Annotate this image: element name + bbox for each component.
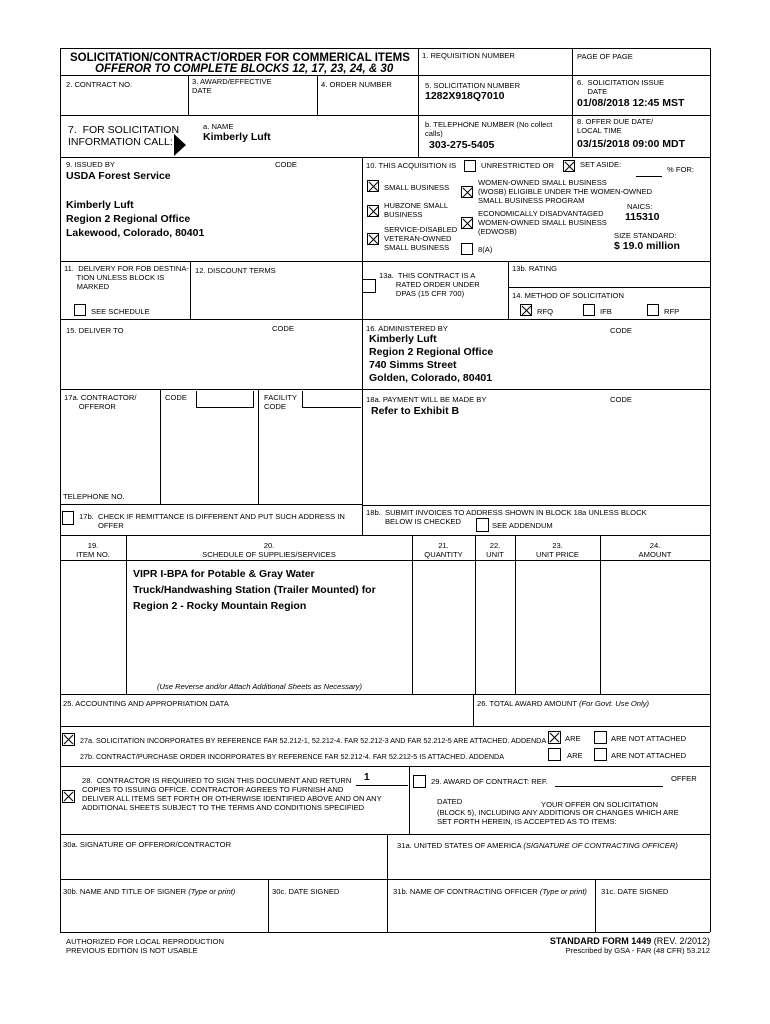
- administered-by-label: 16. ADMINISTERED BY: [366, 324, 448, 333]
- col-item-no: 19. ITEM NO.: [76, 541, 110, 559]
- wosb-checkbox[interactable]: [461, 186, 473, 198]
- eight-a-label: 8(A): [478, 245, 493, 254]
- facility-code-label: FACILITY CODE: [264, 393, 297, 411]
- offer-due-value[interactable]: 03/15/2018 09:00 MDT: [577, 138, 685, 150]
- discount-terms-label: 12. DISCOUNT TERMS: [195, 266, 276, 275]
- issued-by-label: 9. ISSUED BY: [66, 160, 115, 169]
- block5-label: (BLOCK 5), INCLUDING ANY ADDITIONS OR CHANGES WHICH ARE SET FORTH HEREIN, IS ACCEPTED AS TO ITEMS:: [437, 808, 679, 826]
- signature-offeror-label: 30a. SIGNATURE OF OFFEROR/CONTRACTOR: [63, 840, 232, 849]
- delivery-fob-label: 11. DELIVERY FOR FOB DESTINA- TION UNLESS BLOCK IS MARKED: [64, 264, 189, 291]
- deliver-to-label: 15. DELIVER TO: [66, 326, 124, 335]
- are-27b-label: ARE: [567, 751, 583, 760]
- issued-line-3[interactable]: Lakewood, Colorado, 80401: [66, 227, 205, 239]
- payment-label: 18a. PAYMENT WILL BE MADE BY: [366, 395, 487, 404]
- unrestricted-label: UNRESTRICTED OR: [481, 161, 554, 170]
- copies-value[interactable]: 1: [364, 772, 370, 783]
- are-27b-checkbox[interactable]: [548, 748, 561, 761]
- see-addendum-checkbox[interactable]: [476, 518, 489, 532]
- edwosb-label: ECONOMICALLY DISADVANTAGED WOMEN-OWNED SMALL BUSINESS (EDWOSB): [478, 209, 607, 236]
- contractor-sign-text: 28. CONTRACTOR IS REQUIRED TO SIGN THIS DOCUMENT AND RETURN COPIES TO ISSUING OFFICE. CONTRACTOR AGREES TO FURNISH AND DELIVER ALL ITEMS SET FORTH OR OTHERWISE IDENTIFIED ABOVE AND ON ANY ADDITIONAL SHEETS SUBJECT TO THE TERMS AND CONDITIONS SPECIFIED: [82, 776, 382, 812]
- offer-label: OFFER: [671, 774, 697, 783]
- unrestricted-checkbox[interactable]: [464, 160, 476, 172]
- col-schedule: 20. SCHEDULE OF SUPPLIES/SERVICES: [202, 541, 336, 559]
- hubzone-checkbox[interactable]: [367, 205, 379, 217]
- facility-code-box[interactable]: [302, 391, 361, 408]
- your-offer-label: YOUR OFFER ON SOLICITATION: [541, 800, 659, 809]
- hubzone-label: HUBZONE SMALL BUSINESS: [384, 201, 449, 219]
- method-label: 14. METHOD OF SOLICITATION: [512, 291, 624, 300]
- addenda-27a-checkbox[interactable]: [62, 733, 75, 746]
- submit-invoices-label: 18b. SUBMIT INVOICES TO ADDRESS SHOWN IN BLOCK 18a UNLESS BLOCK BELOW IS CHECKED: [366, 508, 647, 526]
- are-not-27a-checkbox[interactable]: [594, 731, 607, 744]
- rfp-checkbox[interactable]: [647, 304, 659, 316]
- admin-line-3[interactable]: 740 Simms Street: [369, 359, 457, 371]
- percent-line[interactable]: [636, 176, 662, 177]
- admin-code-label: CODE: [610, 326, 632, 335]
- are-not-27b-checkbox[interactable]: [594, 748, 607, 761]
- remittance-label: 17b. CHECK IF REMITTANCE IS DIFFERENT AND PUT SUCH ADDRESS IN OFFER: [79, 512, 345, 530]
- set-aside-label: SET ASIDE:: [580, 160, 622, 169]
- clause-27a-label: 27a. SOLICITATION INCORPORATES BY REFERENCE FAR 52.212-1, 52.212-4. FAR 52.212-3 AND FAR 52.212-5 ARE ATTACHED. ADDENDA: [80, 736, 547, 745]
- contractor-code-label: CODE: [165, 393, 187, 402]
- col-quantity: 21. QUANTITY: [424, 541, 463, 559]
- admin-line-1[interactable]: Kimberly Luft: [369, 333, 437, 345]
- issue-date-value[interactable]: 01/08/2018 12:45 MST: [577, 97, 685, 109]
- size-standard-value[interactable]: $ 19.0 million: [614, 240, 680, 252]
- ifb-label: IFB: [600, 307, 612, 316]
- form-subtitle: OFFEROR TO COMPLETE BLOCKS 12, 17, 23, 24, & 30: [95, 63, 394, 75]
- solicitation-number-label: 5. SOLICITATION NUMBER: [425, 81, 521, 90]
- rated-order-label: 13a. THIS CONTRACT IS A RATED ORDER UNDER DPAS (15 CFR 700): [379, 271, 480, 298]
- rating-label: 13b. RATING: [512, 264, 558, 273]
- are-not-27b-label: ARE NOT ATTACHED: [611, 751, 687, 760]
- contact-name-value[interactable]: Kimberly Luft: [203, 131, 271, 143]
- form-number: STANDARD FORM 1449 (REV. 2/2012): [549, 936, 710, 946]
- small-business-checkbox[interactable]: [367, 180, 379, 192]
- see-addendum-label: SEE ADDENDUM: [492, 521, 553, 530]
- rfq-checkbox[interactable]: [520, 304, 532, 316]
- officer-name-label: 31b. NAME OF CONTRACTING OFFICER (Type or print): [393, 887, 587, 896]
- copies-line: [356, 785, 408, 786]
- telephone-value[interactable]: 303-275-5405: [429, 139, 495, 151]
- see-schedule-label: SEE SCHEDULE: [91, 307, 150, 316]
- issue-date-label: 6. SOLICITATION ISSUE DATE: [577, 78, 665, 96]
- rfq-label: RFQ: [537, 307, 554, 316]
- issued-line-2[interactable]: Region 2 Regional Office: [66, 213, 191, 225]
- arrow-right-icon: [174, 134, 186, 156]
- date-signed-31c-label: 31c. DATE SIGNED: [601, 887, 669, 896]
- percent-for-label: % FOR:: [667, 165, 695, 174]
- clause-27b-label: 27b. CONTRACT/PURCHASE ORDER INCORPORATES BY REFERENCE FAR 52.212-4. FAR 52.212-5 IS ATTACHED. ADDENDA: [80, 752, 505, 761]
- deliver-code-label: CODE: [272, 324, 294, 333]
- form-title: SOLICITATION/CONTRACT/ORDER FOR COMMERICAL ITEMS: [70, 52, 410, 64]
- ref-line[interactable]: [555, 786, 663, 787]
- reverse-sheets-note: (Use Reverse and/or Attach Additional Sheets as Necessary): [157, 682, 362, 691]
- item-description[interactable]: VIPR I-BPA for Potable & Gray Water Truck/Handwashing Station (Trailer Mounted) for Region 2 - Rocky Mountain Region: [133, 568, 376, 612]
- eight-a-checkbox[interactable]: [461, 243, 473, 255]
- ifb-checkbox[interactable]: [583, 304, 595, 316]
- award-date-label: 3. AWARD/EFFECTIVE DATE: [192, 77, 272, 95]
- set-aside-checkbox[interactable]: [563, 160, 575, 172]
- see-schedule-checkbox[interactable]: [74, 304, 86, 316]
- page-label: PAGE OF PAGE: [577, 52, 633, 61]
- wosb-label: WOMEN-OWNED SMALL BUSINESS (WOSB) ELIGIBLE UNDER THE WOMEN-OWNED SMALL BUSINESS PROGRAM: [478, 178, 653, 205]
- name-label: a. NAME: [203, 122, 234, 131]
- remittance-checkbox[interactable]: [62, 511, 74, 525]
- order-number-label: 4. ORDER NUMBER: [321, 80, 392, 89]
- telephone-label: b. TELEPHONE NUMBER (No collect calls): [425, 120, 553, 138]
- naics-value[interactable]: 115310: [625, 211, 660, 223]
- issued-agency[interactable]: USDA Forest Service: [66, 170, 171, 182]
- telephone-no-label: TELEPHONE NO.: [63, 492, 125, 501]
- admin-line-2[interactable]: Region 2 Regional Office: [369, 346, 494, 358]
- col-unit: 22. UNIT: [486, 541, 504, 559]
- offer-due-label: 8. OFFER DUE DATE/ LOCAL TIME: [577, 117, 654, 135]
- rfp-label: RFP: [664, 307, 680, 316]
- total-award-label: 26. TOTAL AWARD AMOUNT (For Govt. Use Only): [477, 699, 650, 708]
- reproduction-note: AUTHORIZED FOR LOCAL REPRODUCTION PREVIOUS EDITION IS NOT USABLE: [66, 937, 224, 955]
- sdvosb-label: SERVICE-DISABLED VETERAN-OWNED SMALL BUSINESS: [384, 225, 458, 252]
- sdvosb-checkbox[interactable]: [367, 233, 379, 245]
- admin-line-4[interactable]: Golden, Colorado, 80401: [369, 372, 493, 384]
- prescribed-by: Prescribed by GSA - FAR (48 CFR) 53.212: [565, 946, 710, 955]
- requisition-label: 1. REQUISITION NUMBER: [422, 51, 515, 60]
- issued-line-1[interactable]: Kimberly Luft: [66, 199, 134, 211]
- edwosb-checkbox[interactable]: [461, 217, 473, 229]
- contractor-label: 17a. CONTRACTOR/ OFFEROR: [64, 393, 137, 411]
- payment-value[interactable]: Refer to Exhibit B: [371, 405, 460, 417]
- rated-order-checkbox[interactable]: [362, 279, 376, 293]
- small-business-label: SMALL BUSINESS: [384, 183, 450, 192]
- contract-no-label: 2. CONTRACT NO.: [66, 80, 133, 89]
- signer-name-label: 30b. NAME AND TITLE OF SIGNER (Type or print): [63, 887, 236, 896]
- naics-label: NAICS:: [627, 202, 653, 211]
- dated-label: DATED: [437, 797, 463, 806]
- col-unit-price: 23. UNIT PRICE: [536, 541, 579, 559]
- date-signed-30c-label: 30c. DATE SIGNED: [272, 887, 340, 896]
- size-standard-label: SIZE STANDARD:: [614, 231, 677, 240]
- award-contract-label: 29. AWARD OF CONTRACT: REF.: [431, 777, 548, 786]
- award-contract-checkbox[interactable]: [413, 775, 426, 788]
- info-call-label: 7. FOR SOLICITATION INFORMATION CALL:: [68, 124, 180, 148]
- col-amount: 24. AMOUNT: [638, 541, 672, 559]
- acquisition-label: 10. THIS ACQUISITION IS: [366, 161, 457, 170]
- are-27a-checkbox[interactable]: [548, 731, 561, 744]
- signature-officer-label: 31a. UNITED STATES OF AMERICA (SIGNATURE OF CONTRACTING OFFICER): [397, 841, 678, 850]
- are-27a-label: ARE: [565, 734, 581, 743]
- contractor-sign-checkbox[interactable]: [62, 790, 75, 803]
- contractor-code-box[interactable]: [196, 391, 254, 408]
- are-not-27a-label: ARE NOT ATTACHED: [611, 734, 687, 743]
- issued-code-label: CODE: [275, 160, 297, 169]
- solicitation-number-value[interactable]: 1282X918Q7010: [425, 90, 505, 102]
- payment-code-label: CODE: [610, 395, 632, 404]
- accounting-label: 25. ACCOUNTING AND APPROPRIATION DATA: [63, 699, 229, 708]
